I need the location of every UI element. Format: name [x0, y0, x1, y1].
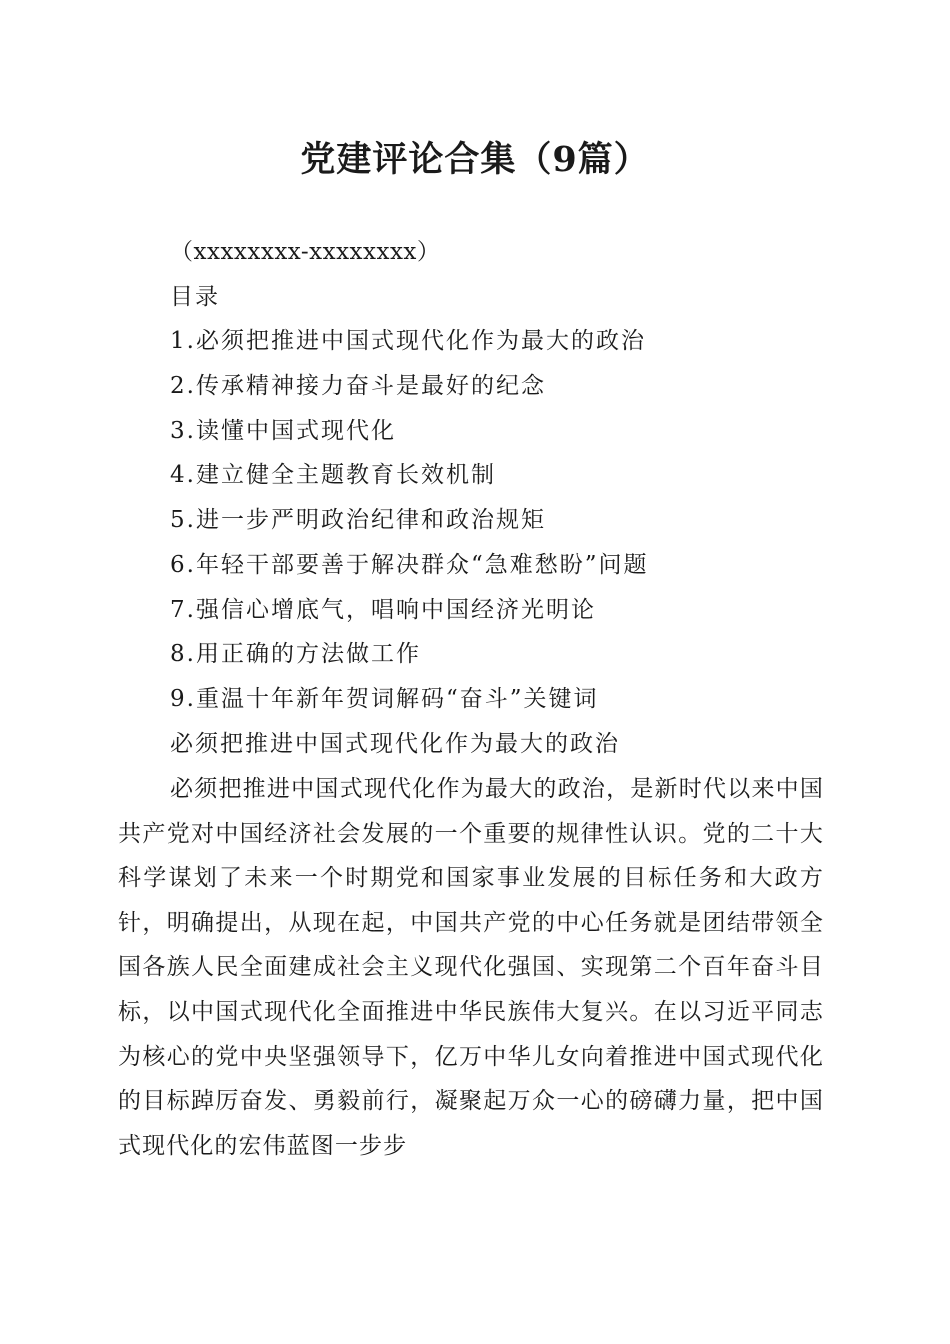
toc-item: 8.用正确的方法做工作 [170, 641, 421, 668]
toc-item: 1.必须把推进中国式现代化作为最大的政治 [170, 328, 646, 355]
article-title: 必须把推进中国式现代化作为最大的政治 [170, 730, 620, 757]
toc-heading: 目录 [170, 283, 220, 310]
table-of-contents [170, 230, 870, 766]
toc-item: 9.重温十年新年贺词解码“奋斗”关键词 [170, 685, 599, 712]
toc-item: 6.年轻干部要善于解决群众“急难愁盼”问题 [170, 551, 649, 578]
article-paragraph: 必须把推进中国式现代化作为最大的政治，是新时代以来中国共产党对中国经济社会发展的一个重要的规律性认识。党的二十大科学谋划了未来一个时期党和国家事业发展的目标任务和大政方针，明确提出，从现在起，中国共产党的中心任务就是团结带领全国各族人民全面建成社会主义现代化强国、实现第二个百年奋斗目标，以中国式现代化全面推进中华民族伟大复兴。在以习近平同志为核心的党中央坚强领导下，亿万中华儿女向着推进中国式现代化的目标踔厉奋发、勇毅前行，凝聚起万众一心的磅礴力量，把中国式现代化的宏伟蓝图一步步 [118, 776, 824, 1159]
toc-item: 7.强信心增底气，唱响中国经济光明论 [170, 596, 596, 623]
toc-item: 2.传承精神接力奋斗是最好的纪念 [170, 373, 546, 400]
document-title: 党建评论合集（9篇） [300, 139, 650, 180]
toc-item: 3.读懂中国式现代化 [170, 417, 396, 444]
document-code: （xxxxxxxx-xxxxxxxx） [170, 239, 441, 265]
toc-item: 4.建立健全主题教育长效机制 [170, 462, 496, 489]
toc-item: 5.进一步严明政治纪律和政治规矩 [170, 507, 546, 534]
